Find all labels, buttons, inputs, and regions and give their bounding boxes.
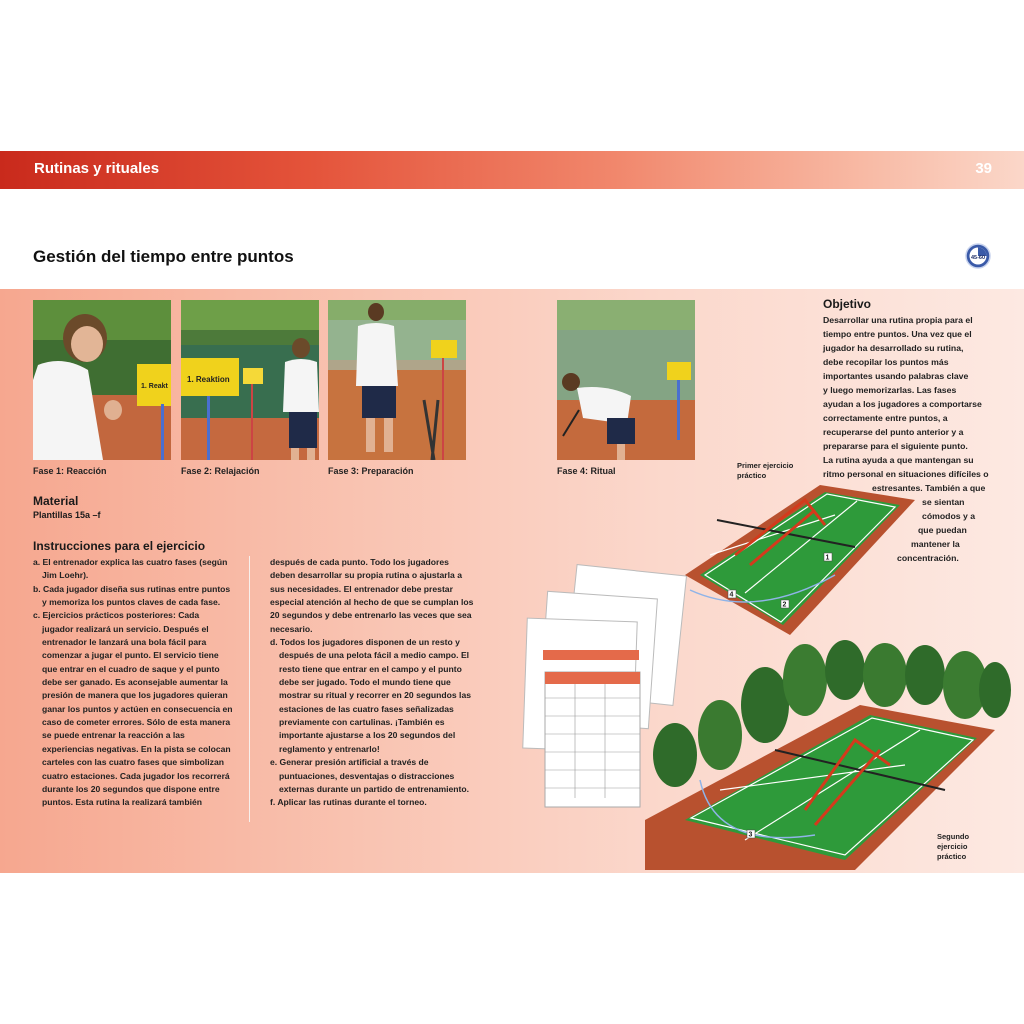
objective-line: jugador ha desarrollado su rutina, [823, 343, 964, 353]
objective-line: La rutina ayuda a que mantengan su [823, 455, 974, 465]
photo-caption-4: Fase 4: Ritual [557, 466, 616, 476]
instructions-column-1 [33, 556, 233, 810]
instruction-c: c. Ejercicios prácticos posteriores: Cada jugador realizará un servicio. Después el entrenador le lanzará una bola fácil para comenzar a jugar el punto. El servicio tiene que entrar en el cuadro de saque y el punto debe ser ganado. Es aconsejable aumentar la presión de manera que los jugadores quieran ganar los puntos y actúen en consecuencia en caso de cometer errores. Sólo de esta manera se puede entrenar la reacción a las experiencias negativas. En la pista se colocan carteles con las cuatro fases que simbolizan cuatro estaciones. Cada jugador los recorrerá durante los 20 segundos que dispone entre puntos. Esta rutina la realizará también [33, 610, 233, 808]
objective-line: prepararse para el siguiente punto. [823, 441, 968, 451]
instruction-e: e. Generar presión artificial a través de puntuaciones, desventajas o distracciones externas durante un partido de entrenamiento. [270, 757, 470, 794]
objective-line: concentración. [897, 553, 959, 563]
column-divider [249, 556, 250, 822]
second-exercise-label: Segundo ejercicio práctico [937, 832, 970, 861]
instruction-b: b. Cada jugador diseña sus rutinas entre puntos y memoriza los puntos claves de cada fase. [33, 583, 231, 608]
instructions-column-2 [270, 556, 474, 810]
section-title: Rutinas y rituales [34, 160, 160, 177]
objective-line: y luego memorizarlas. Las fases [823, 385, 957, 395]
objective-line: cómodos y a [922, 511, 976, 521]
photo-caption-3: Fase 3: Preparación [328, 466, 414, 476]
objective-line: estresantes. También a que [872, 483, 986, 493]
objective-line: recuperarse del punto anterior y a [823, 427, 964, 437]
marker-4: 4 [729, 591, 734, 599]
clock-icon [965, 243, 991, 269]
first-exercise-label: Primer ejercicio práctico [737, 461, 794, 480]
objective-line: que puedan [918, 525, 967, 535]
instruction-a: a. El entrenador explica las cuatro fases (según Jim Loehr). [33, 557, 228, 581]
photo-phase-3 [328, 300, 466, 460]
objective-line: tiempo entre puntos. Una vez que el [823, 329, 972, 339]
page-number: 39 [975, 160, 992, 177]
objective-line: ayudan a los jugadores a comportarse [823, 399, 982, 409]
photo-phase-1 [33, 300, 171, 460]
marker-3: 3 [748, 831, 753, 839]
objective-line: mantener la [911, 539, 960, 549]
photo-phase-4 [557, 300, 695, 460]
instruction-c-continued: después de cada punto. Todo los jugadores deben desarrollar su propia rutina o ajustarla a sus necesidades. El entrenador debe prestar especial atención al hecho de que se cumplan los 20 segundos y debe entrenarlo las veces que sea necesario. [270, 557, 474, 634]
phase-2-sign-text: 1. Reaktion [187, 375, 230, 384]
first-court [685, 485, 915, 635]
clock-badge-label: 45-60 [970, 255, 986, 261]
material-text: Plantillas 15a –f [33, 510, 101, 520]
photo-caption-1: Fase 1: Reacción [33, 466, 107, 476]
instruction-f: f. Aplicar las rutinas durante el torneo. [270, 797, 427, 808]
material-heading: Material [33, 494, 79, 508]
section-header-band [0, 151, 1024, 189]
objective-line: correctamente entre puntos, a [823, 413, 948, 423]
objective-line: se sientan [922, 497, 965, 507]
instructions-heading: Instrucciones para el ejercicio [33, 539, 206, 553]
marker-1: 1 [825, 554, 830, 562]
photo-phase-2 [181, 300, 319, 460]
instruction-d: d. Todos los jugadores disponen de un resto y después de una pelota fácil a medio campo. El resto tiene que entrar en el campo y el punto debe ser jugado. Todo el mundo tiene que mostrar su ritual y recorrer en 20 segundos las estaciones de las cuatro fases señalizadas previamente con cartulinas. ¡También es importante ajustarse a los 20 segundos del reglamento y entrenarlo! [270, 637, 472, 754]
objective-heading: Objetivo [823, 297, 872, 311]
objective-line: Desarrollar una rutina propia para el [823, 315, 973, 325]
objective-line: ritmo personal en situaciones difíciles o [823, 469, 989, 479]
phase-1-sign-text: 1. Reakt [141, 383, 168, 390]
objective-line: debe recopilar los puntos más [823, 357, 949, 367]
photo-caption-2: Fase 2: Relajación [181, 466, 260, 476]
page-title: Gestión del tiempo entre puntos [33, 247, 294, 266]
marker-2: 2 [782, 601, 787, 609]
objective-line: importantes usando palabras clave [823, 371, 969, 381]
